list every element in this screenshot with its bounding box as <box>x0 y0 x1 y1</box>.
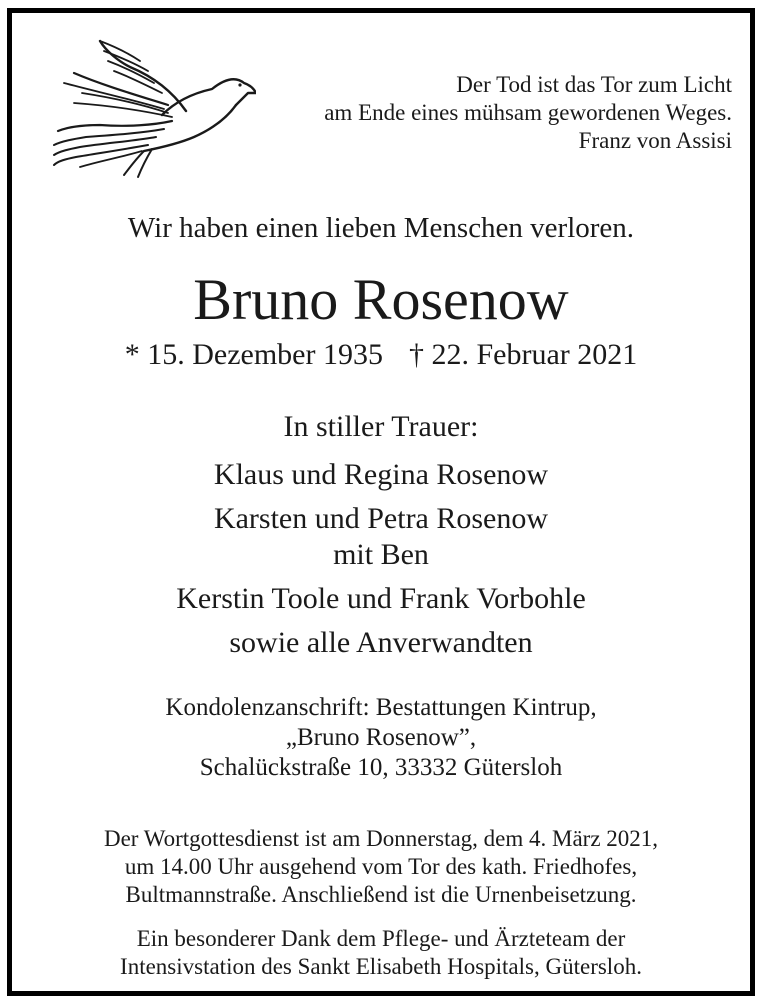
thanks-line: Intensivstation des Sankt Elisabeth Hospitals, Gütersloh. <box>120 954 642 979</box>
service-line: Bultmannstraße. Anschließend ist die Urnenbeisetzung. <box>125 882 637 907</box>
condolence-address <box>12 693 750 783</box>
dove-icon <box>44 33 256 183</box>
address-line: Kondolenzanschrift: Bestattungen Kintrup, <box>165 694 597 721</box>
mourners-list <box>12 457 750 661</box>
address-line: „Bruno Rosenow”, <box>285 724 477 751</box>
service-line: Der Wortgottesdienst ist am Donnerstag, dem 4. März 2021, <box>103 826 659 851</box>
birth-date: * 15. Dezember 1935 <box>124 338 383 371</box>
quote-line: am Ende eines mühsam gewordenen Weges. <box>324 100 732 125</box>
mourner-name: sowie alle Anverwandten <box>229 626 533 659</box>
life-dates <box>12 337 750 373</box>
service-info <box>12 825 750 909</box>
quote-author: Franz von Assisi <box>578 128 732 153</box>
quote-line: Der Tod ist das Tor zum Licht <box>456 72 732 97</box>
mourner-name: Karsten und Petra Rosenow <box>213 502 549 535</box>
mourner-name: Kerstin Toole und Frank Vorbohle <box>176 582 586 615</box>
deceased-name: Bruno Rosenow <box>193 267 569 332</box>
thanks-note <box>12 925 750 981</box>
mourner-name: Klaus und Regina Rosenow <box>213 458 549 491</box>
mourning-heading: In stiller Trauer: <box>283 410 479 443</box>
address-line: Schalückstraße 10, 33332 Gütersloh <box>199 754 563 781</box>
service-line: um 14.00 Uhr ausgehend vom Tor des kath. Friedhofes, <box>124 854 638 879</box>
quote-block <box>324 71 732 155</box>
intro-text: Wir haben einen lieben Menschen verloren. <box>127 212 635 244</box>
death-date: † 22. Februar 2021 <box>408 338 638 371</box>
obituary-frame <box>7 8 755 996</box>
thanks-line: Ein besonderer Dank dem Pflege- und Ärzteteam der <box>136 926 626 951</box>
mourner-name: mit Ben <box>333 538 429 571</box>
